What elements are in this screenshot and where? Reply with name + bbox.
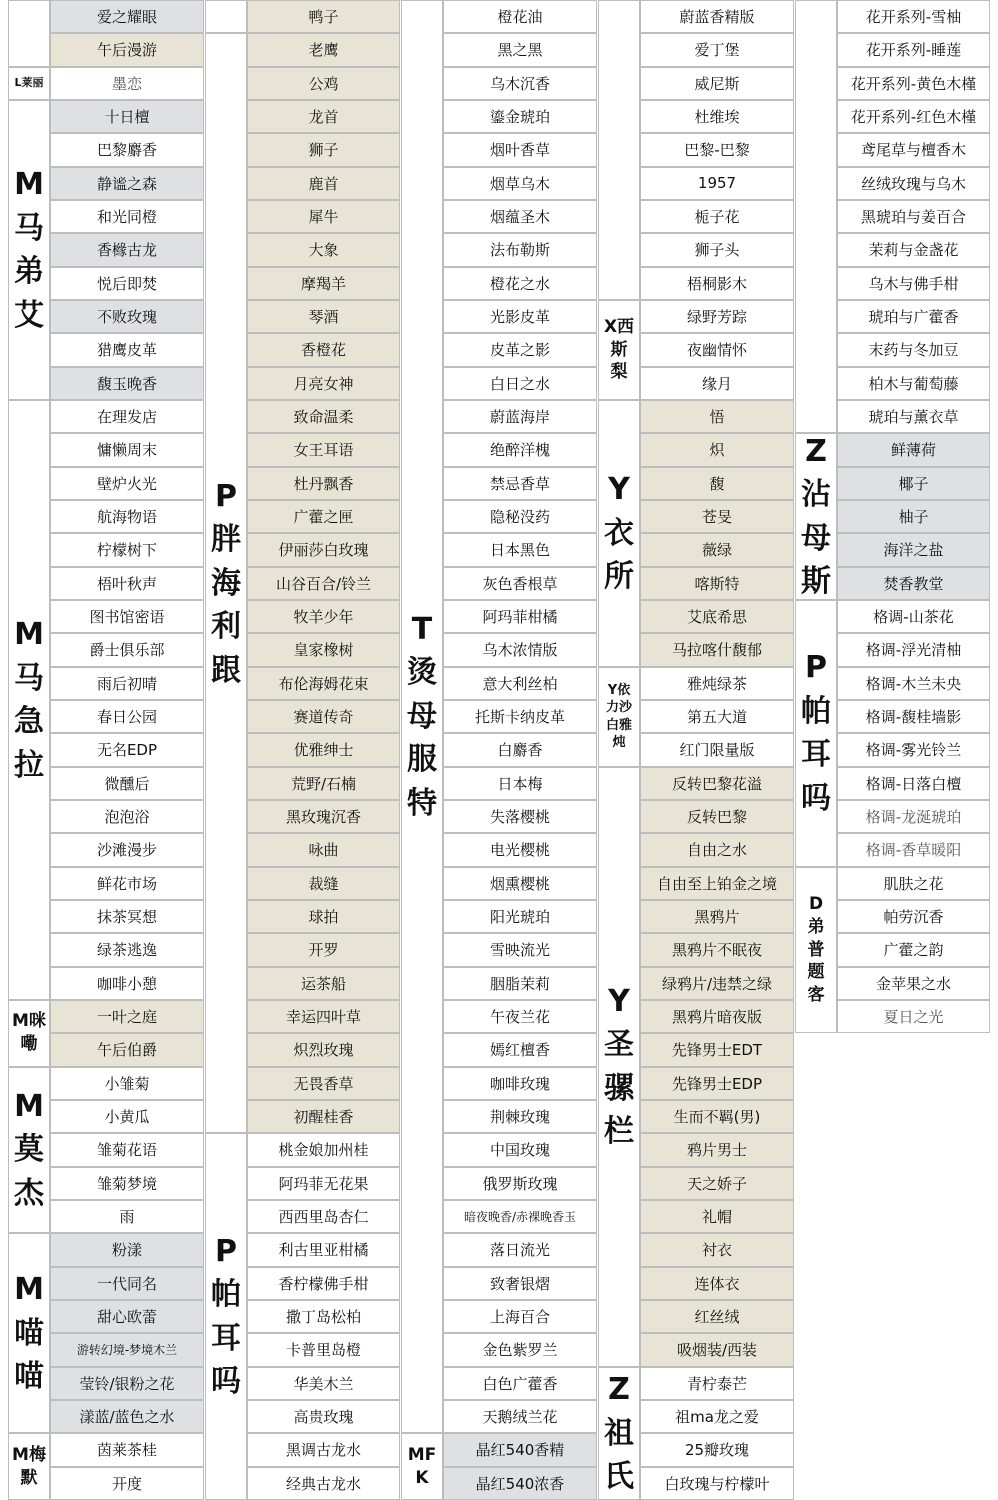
product-cell: 吸烟装/西装 bbox=[640, 1333, 794, 1366]
product-cell: 白色广藿香 bbox=[443, 1367, 597, 1400]
product-cell: 犀牛 bbox=[247, 200, 400, 233]
brand-name: M 马 急 拉 bbox=[14, 617, 44, 783]
product-cell: 狮子 bbox=[247, 133, 400, 166]
product-cell: 阳光琥珀 bbox=[443, 900, 597, 933]
product-cell: 橙花之水 bbox=[443, 267, 597, 300]
product-cell: 雏菊花语 bbox=[50, 1133, 204, 1166]
product-cell: 小雏菊 bbox=[50, 1067, 204, 1100]
brand-name: M咪 嘞 bbox=[12, 1011, 46, 1055]
product-cell: 大象 bbox=[247, 233, 400, 266]
brand-name: X西 斯 梨 bbox=[603, 316, 635, 383]
product-cell: 连体衣 bbox=[640, 1267, 794, 1300]
product-cell: 鸭子 bbox=[247, 0, 400, 33]
product-cell: 绿野芳踪 bbox=[640, 300, 794, 333]
product-cell: 格调-山茶花 bbox=[837, 600, 990, 633]
product-cell: 黑鸦片 bbox=[640, 900, 794, 933]
product-cell: 俄罗斯玫瑰 bbox=[443, 1167, 597, 1200]
product-cell: 日本黑色 bbox=[443, 533, 597, 566]
product-cell: 中国玫瑰 bbox=[443, 1133, 597, 1166]
product-cell: 鲜薄荷 bbox=[837, 433, 990, 466]
product-cell: 皮革之影 bbox=[443, 333, 597, 366]
product-cell: 光影皮革 bbox=[443, 300, 597, 333]
product-cell: 老鹰 bbox=[247, 33, 400, 66]
product-cell: 烟叶香草 bbox=[443, 133, 597, 166]
brand-label bbox=[598, 1367, 640, 1500]
product-cell: 鹿首 bbox=[247, 167, 400, 200]
product-cell: 灰色香根草 bbox=[443, 567, 597, 600]
brand-name: M梅 默 bbox=[12, 1444, 46, 1488]
product-cell: 胭脂茉莉 bbox=[443, 967, 597, 1000]
product-cell: 馥玉晚香 bbox=[50, 367, 204, 400]
product-cell: 慵懒周末 bbox=[50, 433, 204, 466]
product-cell: 茉莉与金盏花 bbox=[837, 233, 990, 266]
product-cell: 十日檀 bbox=[50, 100, 204, 133]
product-cell: 在理发店 bbox=[50, 400, 204, 433]
product-cell: 壁炉火光 bbox=[50, 467, 204, 500]
brand-label bbox=[8, 67, 50, 100]
product-cell: 甜心欧蕾 bbox=[50, 1300, 204, 1333]
product-cell: 无名EDP bbox=[50, 733, 204, 766]
product-cell: 裁缝 bbox=[247, 867, 400, 900]
product-cell: 泡泡浴 bbox=[50, 800, 204, 833]
product-cell: 爱之耀眼 bbox=[50, 0, 204, 33]
product-cell: 阿玛菲柑橘 bbox=[443, 600, 597, 633]
product-cell: 布伦海姆花束 bbox=[247, 667, 400, 700]
product-cell: 梧叶秋声 bbox=[50, 567, 204, 600]
product-cell: 公鸡 bbox=[247, 67, 400, 100]
brand-label bbox=[598, 667, 640, 767]
product-cell: 致奢银熠 bbox=[443, 1267, 597, 1300]
brand-label bbox=[8, 400, 50, 1000]
brand-label bbox=[8, 1067, 50, 1234]
product-cell: 广藿之韵 bbox=[837, 933, 990, 966]
product-cell: 托斯卡纳皮革 bbox=[443, 700, 597, 733]
product-cell: 电光樱桃 bbox=[443, 833, 597, 866]
product-cell: 琴酒 bbox=[247, 300, 400, 333]
product-cell: 自由至上铂金之境 bbox=[640, 867, 794, 900]
product-cell: 白麝香 bbox=[443, 733, 597, 766]
product-cell: 皇家橡树 bbox=[247, 633, 400, 666]
product-cell: 荆棘玫瑰 bbox=[443, 1100, 597, 1133]
product-cell: 漾蓝/蓝色之水 bbox=[50, 1400, 204, 1433]
product-cell: 肌肤之花 bbox=[837, 867, 990, 900]
product-cell: 雨后初晴 bbox=[50, 667, 204, 700]
product-cell: 悟 bbox=[640, 400, 794, 433]
product-cell: 红丝绒 bbox=[640, 1300, 794, 1333]
product-cell: 栀子花 bbox=[640, 200, 794, 233]
product-cell: 蔚蓝香精版 bbox=[640, 0, 794, 33]
product-cell: 艾底希思 bbox=[640, 600, 794, 633]
product-cell: 香柠檬佛手柑 bbox=[247, 1267, 400, 1300]
product-cell: 金色紫罗兰 bbox=[443, 1333, 597, 1366]
product-cell: 黑鸦片不眠夜 bbox=[640, 933, 794, 966]
product-cell: 绿茶逃逸 bbox=[50, 933, 204, 966]
product-cell: 西西里岛杏仁 bbox=[247, 1200, 400, 1233]
product-cell: 格调-馥桂墙影 bbox=[837, 700, 990, 733]
brand-label bbox=[795, 0, 837, 433]
product-cell: 反转巴黎花溢 bbox=[640, 767, 794, 800]
product-cell: 晶红540浓香 bbox=[443, 1467, 597, 1500]
brand-name: M 马 弟 艾 bbox=[14, 167, 44, 333]
product-cell: 柠檬树下 bbox=[50, 533, 204, 566]
product-cell: 晶红540香精 bbox=[443, 1433, 597, 1466]
product-cell: 红门限量版 bbox=[640, 733, 794, 766]
product-cell: 花开系列-睡莲 bbox=[837, 33, 990, 66]
product-cell: 小黄瓜 bbox=[50, 1100, 204, 1133]
product-cell: 猎鹰皮革 bbox=[50, 333, 204, 366]
brand-name: M 莫 杰 bbox=[14, 1088, 44, 1211]
product-cell: 黑玫瑰沉香 bbox=[247, 800, 400, 833]
product-cell: 格调-浮光清柚 bbox=[837, 633, 990, 666]
product-cell: 日本梅 bbox=[443, 767, 597, 800]
product-cell: 薇绿 bbox=[640, 533, 794, 566]
product-cell: 巴黎麝香 bbox=[50, 133, 204, 166]
product-cell: 馥 bbox=[640, 467, 794, 500]
product-cell: 咖啡玫瑰 bbox=[443, 1067, 597, 1100]
product-cell: 落日流光 bbox=[443, 1233, 597, 1266]
brand-name: M 喵 喵 bbox=[14, 1272, 44, 1395]
product-cell: 礼帽 bbox=[640, 1200, 794, 1233]
product-cell: 荒野/石楠 bbox=[247, 767, 400, 800]
product-cell: 巴黎-巴黎 bbox=[640, 133, 794, 166]
product-cell: 海洋之盐 bbox=[837, 533, 990, 566]
brand-label bbox=[8, 100, 50, 400]
product-cell: 格调-木兰未央 bbox=[837, 667, 990, 700]
product-cell: 开度 bbox=[50, 1467, 204, 1500]
brand-name: D 弟 普 题 客 bbox=[807, 893, 825, 1006]
product-cell: 黑琥珀与姜百合 bbox=[837, 200, 990, 233]
product-cell: 炽 bbox=[640, 433, 794, 466]
product-cell: 无畏香草 bbox=[247, 1067, 400, 1100]
product-cell: 茵莱茶桂 bbox=[50, 1433, 204, 1466]
product-cell: 祖ma龙之爱 bbox=[640, 1400, 794, 1433]
product-cell: 白日之水 bbox=[443, 367, 597, 400]
product-cell: 沙滩漫步 bbox=[50, 833, 204, 866]
product-cell: 花开系列-黄色木槿 bbox=[837, 67, 990, 100]
product-cell: 嫣红檀香 bbox=[443, 1033, 597, 1066]
brand-name: Z 祖 氏 bbox=[604, 1372, 634, 1495]
product-cell: 暗夜晚香/赤裸晚香玉 bbox=[443, 1200, 597, 1233]
product-cell: 上海百合 bbox=[443, 1300, 597, 1333]
product-cell: 午后漫游 bbox=[50, 33, 204, 66]
product-cell: 格调-日落白檀 bbox=[837, 767, 990, 800]
product-cell: 黑鸦片暗夜版 bbox=[640, 1000, 794, 1033]
product-cell: 图书馆密语 bbox=[50, 600, 204, 633]
brand-label bbox=[8, 1233, 50, 1433]
product-cell: 失落樱桃 bbox=[443, 800, 597, 833]
product-cell: 黑调古龙水 bbox=[247, 1433, 400, 1466]
product-cell: 夏日之光 bbox=[837, 1000, 990, 1033]
product-cell: 意大利丝柏 bbox=[443, 667, 597, 700]
product-cell: 柚子 bbox=[837, 500, 990, 533]
product-cell: 威尼斯 bbox=[640, 67, 794, 100]
product-cell: 航海物语 bbox=[50, 500, 204, 533]
product-cell: 莹铃/银粉之花 bbox=[50, 1367, 204, 1400]
brand-label bbox=[598, 300, 640, 400]
product-cell: 微醺后 bbox=[50, 767, 204, 800]
product-cell: 山谷百合/铃兰 bbox=[247, 567, 400, 600]
product-cell: 不败玫瑰 bbox=[50, 300, 204, 333]
product-cell: 和光同橙 bbox=[50, 200, 204, 233]
product-cell: 25瓣玫瑰 bbox=[640, 1433, 794, 1466]
product-cell: 焚香教堂 bbox=[837, 567, 990, 600]
product-cell: 伊丽莎白玫瑰 bbox=[247, 533, 400, 566]
product-cell: 橙花油 bbox=[443, 0, 597, 33]
product-cell: 杜维埃 bbox=[640, 100, 794, 133]
product-cell: 高贵玫瑰 bbox=[247, 1400, 400, 1433]
brand-name: Y 圣 骡 栏 bbox=[604, 983, 634, 1150]
brand-name: P 帕 耳 吗 bbox=[211, 1233, 241, 1400]
product-cell: 丝绒玫瑰与乌木 bbox=[837, 167, 990, 200]
product-cell: 卡普里岛橙 bbox=[247, 1333, 400, 1366]
product-cell: 优雅绅士 bbox=[247, 733, 400, 766]
product-cell: 绝醉洋槐 bbox=[443, 433, 597, 466]
brand-name: P 帕 耳 吗 bbox=[801, 650, 831, 816]
product-cell: 琥珀与广藿香 bbox=[837, 300, 990, 333]
product-cell: 桃金娘加州桂 bbox=[247, 1133, 400, 1166]
product-cell: 午后伯爵 bbox=[50, 1033, 204, 1066]
product-cell: 乌木沉香 bbox=[443, 67, 597, 100]
product-cell: 烟草乌木 bbox=[443, 167, 597, 200]
product-cell: 幸运四叶草 bbox=[247, 1000, 400, 1033]
product-cell: 天之娇子 bbox=[640, 1167, 794, 1200]
product-cell: 隐秘没药 bbox=[443, 500, 597, 533]
brand-label bbox=[401, 1433, 443, 1500]
product-cell: 杜丹飘香 bbox=[247, 467, 400, 500]
product-cell: 摩羯羊 bbox=[247, 267, 400, 300]
product-cell: 末药与冬加豆 bbox=[837, 333, 990, 366]
product-cell: 缘月 bbox=[640, 367, 794, 400]
brand-name: L莱丽 bbox=[14, 75, 44, 89]
brand-name: Y 衣 所 bbox=[604, 472, 634, 595]
product-cell: 爱丁堡 bbox=[640, 33, 794, 66]
product-cell: 鲜花市场 bbox=[50, 867, 204, 900]
product-cell: 烟熏樱桃 bbox=[443, 867, 597, 900]
product-cell: 午夜兰花 bbox=[443, 1000, 597, 1033]
product-cell: 绿鸦片/违禁之绿 bbox=[640, 967, 794, 1000]
product-cell: 法布勒斯 bbox=[443, 233, 597, 266]
product-cell: 苍旻 bbox=[640, 500, 794, 533]
brand-name: Z 沾 母 斯 bbox=[801, 433, 831, 600]
brand-name: MF K bbox=[407, 1444, 437, 1488]
product-cell: 马拉喀什馥郁 bbox=[640, 633, 794, 666]
product-cell: 帕劳沉香 bbox=[837, 900, 990, 933]
product-cell: 椰子 bbox=[837, 467, 990, 500]
product-cell: 夜幽情怀 bbox=[640, 333, 794, 366]
brand-name: P 胖 海 利 跟 bbox=[211, 478, 241, 688]
product-cell: 运茶船 bbox=[247, 967, 400, 1000]
product-cell: 第五大道 bbox=[640, 700, 794, 733]
product-cell: 龙首 bbox=[247, 100, 400, 133]
product-cell: 炽烈玫瑰 bbox=[247, 1033, 400, 1066]
product-cell: 格调-雾光铃兰 bbox=[837, 733, 990, 766]
product-cell: 华美木兰 bbox=[247, 1367, 400, 1400]
product-cell: 游转幻境-梦境木兰 bbox=[50, 1333, 204, 1366]
product-cell: 鸢尾草与檀香木 bbox=[837, 133, 990, 166]
product-cell: 金苹果之水 bbox=[837, 967, 990, 1000]
product-cell: 乌木浓情版 bbox=[443, 633, 597, 666]
brand-label bbox=[8, 0, 50, 67]
product-cell: 自由之水 bbox=[640, 833, 794, 866]
product-cell: 墨恋 bbox=[50, 67, 204, 100]
product-cell: 春日公园 bbox=[50, 700, 204, 733]
product-cell: 一代同名 bbox=[50, 1267, 204, 1300]
product-cell: 黑之黑 bbox=[443, 33, 597, 66]
product-cell: 格调-龙涎琥珀 bbox=[837, 800, 990, 833]
product-cell: 悦后即焚 bbox=[50, 267, 204, 300]
product-cell: 雅炖绿茶 bbox=[640, 667, 794, 700]
product-cell: 一叶之庭 bbox=[50, 1000, 204, 1033]
brand-label bbox=[205, 0, 247, 33]
product-cell: 鎏金琥珀 bbox=[443, 100, 597, 133]
product-cell: 初醒桂香 bbox=[247, 1100, 400, 1133]
brand-name: Y依 力沙 白雅 炖 bbox=[605, 682, 632, 751]
product-cell: 狮子头 bbox=[640, 233, 794, 266]
product-cell: 粉漾 bbox=[50, 1233, 204, 1266]
product-cell: 阿玛菲无花果 bbox=[247, 1167, 400, 1200]
brand-label bbox=[795, 867, 837, 1034]
brand-label bbox=[8, 1433, 50, 1500]
product-cell: 先锋男士EDP bbox=[640, 1067, 794, 1100]
product-cell: 白玫瑰与柠檬叶 bbox=[640, 1467, 794, 1500]
product-cell: 香橙花 bbox=[247, 333, 400, 366]
product-cell: 月亮女神 bbox=[247, 367, 400, 400]
product-cell: 广藿之匣 bbox=[247, 500, 400, 533]
brand-label bbox=[598, 767, 640, 1367]
product-cell: 香橼古龙 bbox=[50, 233, 204, 266]
brand-label bbox=[205, 1133, 247, 1500]
product-cell: 喀斯特 bbox=[640, 567, 794, 600]
product-cell: 衬衣 bbox=[640, 1233, 794, 1266]
product-cell: 烟蕴圣木 bbox=[443, 200, 597, 233]
product-cell: 利古里亚柑橘 bbox=[247, 1233, 400, 1266]
product-cell: 柏木与葡萄藤 bbox=[837, 367, 990, 400]
product-cell: 雪映流光 bbox=[443, 933, 597, 966]
product-cell: 生而不羁(男) bbox=[640, 1100, 794, 1133]
product-cell: 天鹅绒兰花 bbox=[443, 1400, 597, 1433]
product-cell: 雏菊梦境 bbox=[50, 1167, 204, 1200]
product-cell: 静谧之森 bbox=[50, 167, 204, 200]
product-cell: 咖啡小憩 bbox=[50, 967, 204, 1000]
product-cell: 1957 bbox=[640, 167, 794, 200]
product-cell: 鸦片男士 bbox=[640, 1133, 794, 1166]
product-cell: 牧羊少年 bbox=[247, 600, 400, 633]
brand-label bbox=[795, 433, 837, 600]
brand-label bbox=[795, 600, 837, 867]
brand-label bbox=[598, 400, 640, 667]
product-cell: 先锋男士EDT bbox=[640, 1033, 794, 1066]
product-cell: 雨 bbox=[50, 1200, 204, 1233]
product-cell: 球拍 bbox=[247, 900, 400, 933]
product-cell: 乌木与佛手柑 bbox=[837, 267, 990, 300]
product-cell: 花开系列-雪柚 bbox=[837, 0, 990, 33]
product-cell: 女王耳语 bbox=[247, 433, 400, 466]
product-cell: 赛道传奇 bbox=[247, 700, 400, 733]
brand-label bbox=[205, 33, 247, 1133]
product-cell: 梧桐影木 bbox=[640, 267, 794, 300]
product-cell: 禁忌香草 bbox=[443, 467, 597, 500]
product-cell: 撒丁岛松柏 bbox=[247, 1300, 400, 1333]
product-cell: 致命温柔 bbox=[247, 400, 400, 433]
product-cell: 咏曲 bbox=[247, 833, 400, 866]
product-cell: 格调-香草暖阳 bbox=[837, 833, 990, 866]
brand-name: T 烫 母 服 特 bbox=[407, 611, 437, 821]
product-cell: 经典古龙水 bbox=[247, 1467, 400, 1500]
brand-label bbox=[401, 0, 443, 1433]
product-cell: 蔚蓝海岸 bbox=[443, 400, 597, 433]
product-cell: 爵士俱乐部 bbox=[50, 633, 204, 666]
product-cell: 琥珀与薰衣草 bbox=[837, 400, 990, 433]
product-cell: 花开系列-红色木槿 bbox=[837, 100, 990, 133]
product-cell: 反转巴黎 bbox=[640, 800, 794, 833]
product-cell: 抹茶冥想 bbox=[50, 900, 204, 933]
brand-label bbox=[598, 0, 640, 300]
product-cell: 青柠泰芒 bbox=[640, 1367, 794, 1400]
product-cell: 开罗 bbox=[247, 933, 400, 966]
brand-label bbox=[8, 1000, 50, 1067]
